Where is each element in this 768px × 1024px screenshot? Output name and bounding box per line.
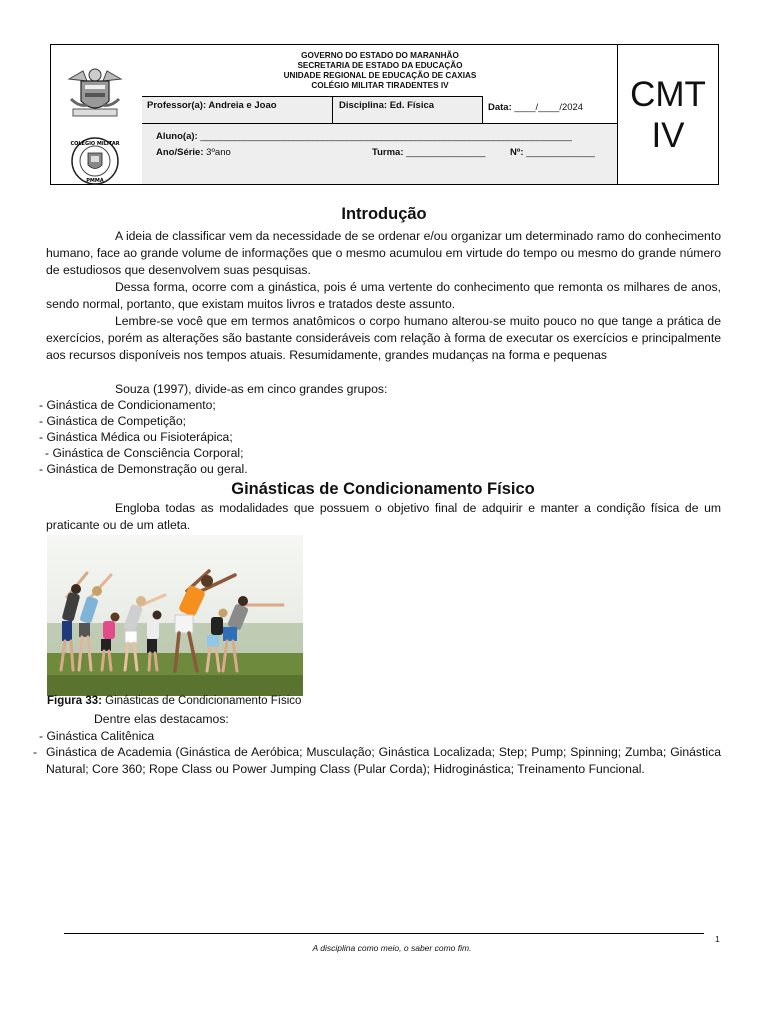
- data-label: Data:: [488, 102, 512, 113]
- professor-cell: [142, 96, 333, 123]
- ano-value: 3ºano: [206, 147, 231, 158]
- professor-value: Andreia e Joao: [208, 100, 277, 111]
- paragraph: [46, 381, 721, 398]
- paragraph-text: Souza (1997), divide-as em cinco grandes grupos:: [115, 382, 388, 396]
- numero-label: Nº:: [510, 147, 524, 158]
- institution-block: [142, 45, 618, 97]
- aluno-field: [156, 131, 571, 142]
- numero-field: [510, 147, 595, 158]
- header-row-1: [142, 96, 618, 124]
- list-item: - Ginástica Médica ou Fisioterápica;: [39, 430, 233, 444]
- figure-caption: [47, 695, 301, 707]
- page-number: 1: [715, 934, 720, 944]
- institution-line: SECRETARIA DE ESTADO DA EDUCAÇÃO: [297, 60, 463, 70]
- aluno-value: ____________________________________________________________________________: [200, 131, 572, 142]
- data-value: ____/____/2024: [514, 102, 584, 113]
- cmt-badge: [617, 45, 718, 184]
- paragraph-text: Dessa forma, ocorre com a ginástica, pois é uma vertente do conhecimento que remonta os milhares de anos, sendo normal, portanto, que existam muitos livros e tratados deste assunto.: [46, 280, 721, 311]
- data-cell: [483, 96, 618, 123]
- turma-value: _______________: [406, 147, 486, 158]
- exercise-photo: [47, 535, 303, 696]
- svg-text:PMMA: PMMA: [86, 178, 104, 184]
- paragraph: [46, 279, 721, 313]
- footer-divider: [64, 933, 704, 934]
- institution-line: COLÉGIO MILITAR TIRADENTES IV: [311, 80, 449, 90]
- header-info: [142, 45, 618, 184]
- paragraph-text: Engloba todas as modalidades que possuem o objetivo final de adquirir e manter a condição física de um praticante ou de um atleta.: [46, 501, 721, 532]
- turma-label: Turma:: [372, 147, 404, 158]
- cmt-line2: IV: [651, 115, 685, 155]
- ano-field: [156, 147, 231, 158]
- paragraph: [46, 228, 721, 279]
- section-title-condicionamento: Ginásticas de Condicionamento Físico: [231, 480, 535, 498]
- figure-caption-label: Figura 33:: [47, 695, 102, 707]
- exercise-photo-image: [47, 535, 303, 696]
- numero-value: _____________: [526, 147, 595, 158]
- header-row-2: [142, 124, 618, 184]
- paragraph-text: A ideia de classificar vem da necessidade de se ordenar e/ou organizar um determinado ramo do conhecimento humano, face ao grande volume de informações que o mesmo acumulou em virtude do tempo ou mesmo do grande número de estudiosos que desenvolvem suas pesquisas.: [46, 229, 721, 277]
- list-item: - Ginástica de Consciência Corporal;: [45, 446, 244, 460]
- coat-of-arms-icon: [65, 65, 125, 121]
- institution-line: GOVERNO DO ESTADO DO MARANHÃO: [301, 50, 459, 60]
- figure-caption-text: Ginásticas de Condicionamento Físico: [101, 695, 302, 707]
- ano-label: Ano/Série:: [156, 147, 204, 158]
- disciplina-value: Ed. Física: [389, 100, 435, 111]
- list-item: Ginástica de Academia (Ginástica de Aeróbica; Musculação; Ginástica Localizada; Step; Pump; Spinning; Zumba; Ginástica Natural; Core 360; Rope Class ou Power Jumping Class (Pular Corda); Hidroginástica; Treinamento Funcional.: [46, 745, 721, 776]
- cmt-line1: CMT: [630, 74, 706, 114]
- list-item: - Ginástica de Competição;: [39, 414, 186, 428]
- professor-label: Professor(a):: [147, 100, 207, 111]
- footer-motto: A disciplina como meio, o saber como fim.: [312, 943, 472, 953]
- list-item: - Ginástica de Demonstração ou geral.: [39, 462, 248, 476]
- aluno-label: Aluno(a):: [156, 131, 198, 142]
- list-intro: Dentre elas destacamos:: [94, 712, 229, 726]
- list-item: - Ginástica Calitênica: [39, 729, 155, 743]
- list-bullet: -: [33, 745, 38, 759]
- school-seal-icon: [67, 137, 123, 185]
- disciplina-label: Disciplina:: [339, 100, 388, 111]
- institution-line: UNIDADE REGIONAL DE EDUCAÇÃO DE CAXIAS: [283, 70, 477, 80]
- paragraph: [46, 313, 721, 364]
- disciplina-cell: [333, 96, 483, 123]
- paragraph: [46, 500, 721, 534]
- section-title-introducao: Introdução: [341, 205, 427, 223]
- paragraph-text: Lembre-se você que em termos anatômicos o corpo humano alterou-se muito pouco no que tange a prática de exercícios, porém as alterações são bastante consideráveis com relação à forma de executar os exercícios e principalmente aos recursos disponíveis nos tempos atuais. Resumidamente, grandes mudanças na forma e pequenas: [46, 314, 721, 362]
- turma-field: [372, 147, 485, 158]
- svg-text:COLÉGIO MILITAR: COLÉGIO MILITAR: [70, 141, 120, 147]
- header-box: [50, 44, 719, 185]
- logos-column: [51, 45, 143, 184]
- list-item: - Ginástica de Condicionamento;: [39, 398, 216, 412]
